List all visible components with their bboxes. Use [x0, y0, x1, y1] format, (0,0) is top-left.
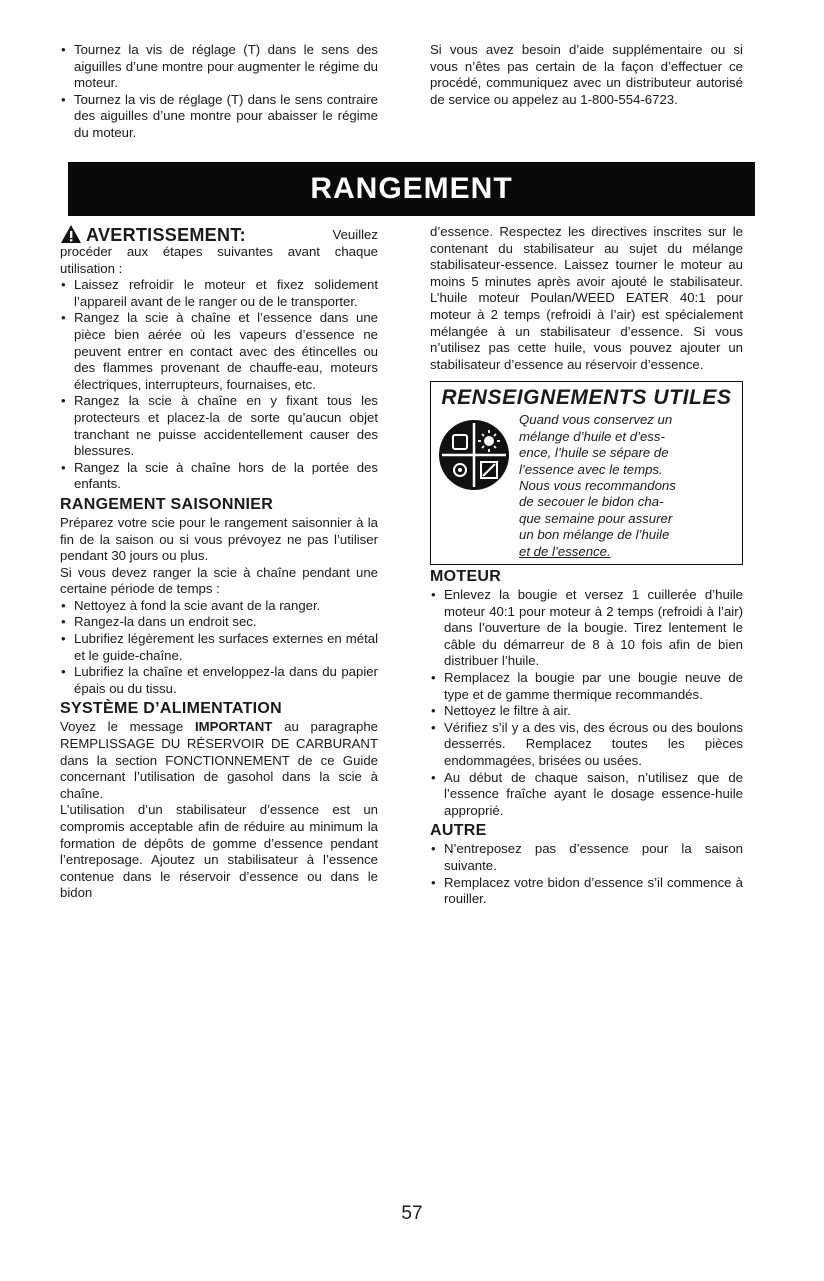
warning-title: AVERTISSEMENT:	[86, 225, 246, 246]
list-item: • Rangez la scie à chaîne et l’essence dans une pièce bien aérée où les vapeurs d’essence ne peuvent entrer en contact avec des étincelles ou des flammes provenant de chauffe-eau, moteurs électriques, interrupteurs, fournaises, etc.	[60, 310, 378, 393]
list-item: • Rangez la scie à chaîne en y fixant tous les protecteurs et placez-la de sorte qu’aucun objet tranchant ne puisse accidentellement causer des blessures.	[60, 393, 378, 459]
list-item: • Nettoyez le filtre à air.	[430, 703, 743, 720]
important-label: IMPORTANT	[194, 719, 273, 735]
list-item: • Tournez la vis de réglage (T) dans le sens contraire des aiguilles d’une montre pour abaisser le régime du moteur.	[60, 92, 378, 142]
useful-info-line: de secouer le bidon cha-	[519, 494, 664, 510]
warning-heading	[60, 224, 378, 244]
fuel-paragraph: L’utilisation d’un stabilisateur d’essence est un compromis acceptable afin de réduire au minimum la formation de dépôts de gomme d’essence pendant l’entreposage. Ajoutez un stabilisateur à l’essence contenue dans le réservoir d’essence ou dans le bidon	[60, 802, 378, 901]
useful-info-line: Quand vous conservez un	[519, 412, 673, 428]
top-right-column	[430, 42, 743, 108]
tips-symbol-icon	[437, 412, 519, 560]
right-column	[430, 224, 743, 908]
fuel-text: au paragraphe REMPLISSAGE DU RÉSERVOIR DE CARBURANT dans la section FONCTIONNEMENT de ce Guide concernant l’utilisation de gasohol dans la scie à chaîne.	[60, 719, 378, 801]
left-column	[60, 224, 378, 902]
list-item: • Remplacez votre bidon d’essence s’il commence à rouiller.	[430, 875, 743, 908]
fuel-paragraph-continued: d’essence. Respectez les directives inscrites sur le contenant du stabilisateur au sujet du mélange stabilisateur-essence. Laissez tourner le moteur au moins 5 minutes après avoir ajouté le stabilisateur. L’huile moteur Poulan/WEED EATER 40:1 pour moteur à 2 temps (refroidi à l’air) est spécialement mélangée à un stabilisateur d’essence. Si vous n’utilisez pas cette huile, vous pouvez ajouter un stabilisateur d’essence au réservoir d’essence.	[430, 224, 743, 372]
warning-intro-tail: Veuillez	[332, 227, 378, 243]
service-contact-paragraph: Si vous avez besoin d’aide supplémentaire ou si vous n’êtes pas certain de la façon d’effectuer ce procédé, communiquez avec un distributeur autorisé de service ou appelez au 1-800-554-6723.	[430, 42, 743, 107]
list-item: • Lubrifiez légèrement les surfaces externes en métal et le guide-chaîne.	[60, 631, 378, 664]
seasonal-paragraph: Si vous devez ranger la scie à chaîne pendant une certaine période de temps :	[60, 564, 378, 597]
seasonal-paragraph: Préparez votre scie pour le rangement saisonnier à la fin de la saison ou si vous prévoyez ne pas l’utiliser pendant 30 jours ou plus.	[60, 514, 378, 564]
useful-info-line: mélange d’huile et d’ess-	[519, 428, 665, 444]
list-item: • Vérifiez s’il y a des vis, des écrous ou des boulons desserrés. Remplacez toutes les pièces endommagées, brisées ou usées.	[430, 720, 743, 770]
useful-info-line: un bon mélange de l’huile	[519, 527, 670, 543]
list-item: • Rangez la scie à chaîne hors de la portée des enfants.	[60, 460, 378, 493]
list-item: • N’entreposez pas d’essence pour la saison suivante.	[430, 841, 743, 874]
list-item: • Au début de chaque saison, n’utilisez que de l’essence fraîche ayant le dosage essence-huile approprié.	[430, 770, 743, 820]
fuel-text: Voyez le message	[60, 719, 195, 735]
warning-triangle-icon	[60, 224, 82, 244]
useful-info-box	[430, 381, 743, 565]
warning-intro: procéder aux étapes suivantes avant chaque utilisation :	[60, 244, 378, 276]
useful-info-title: RENSEIGNEMENTS UTILES	[441, 386, 732, 410]
page-number: 57	[401, 1203, 423, 1224]
useful-info-line: l’essence avec le temps.	[519, 461, 663, 477]
engine-heading: MOTEUR	[430, 568, 502, 585]
fuel-paragraph	[60, 719, 378, 802]
fuel-heading: SYSTÈME D’ALIMENTATION	[60, 700, 283, 718]
list-item: • Laissez refroidir le moteur et fixez solidement l’appareil avant de le ranger ou de le transporter.	[60, 277, 378, 310]
list-item: • Enlevez la bougie et versez 1 cuillerée d’huile moteur 40:1 pour moteur à 2 temps (refroidi à l’air) dans l’ouverture de la bougie. Tirez lentement le câble du démarreur de 8 à 10 fois afin de bien distribuer l’huile.	[430, 587, 743, 670]
useful-info-line: Nous vous recommandons	[519, 477, 676, 493]
useful-info-line: et de l’essence.	[519, 543, 611, 559]
list-item: • Nettoyez à fond la scie avant de la ranger.	[60, 598, 378, 615]
list-item: • Rangez-la dans un endroit sec.	[60, 614, 378, 631]
section-banner: RANGEMENT	[68, 162, 755, 216]
list-item: • Tournez la vis de réglage (T) dans le sens des aiguilles d’une montre pour augmenter le régime du moteur.	[60, 42, 378, 92]
useful-info-line: que semaine pour assurer	[519, 510, 673, 526]
useful-info-line: ence, l’huile se sépare de	[519, 445, 669, 461]
top-left-column	[60, 42, 378, 142]
list-item: • Lubrifiez la chaîne et enveloppez-la dans du papier épais ou du tissu.	[60, 664, 378, 697]
seasonal-heading: RANGEMENT SAISONNIER	[60, 495, 274, 513]
useful-info-text	[519, 412, 736, 560]
other-heading: AUTRE	[430, 822, 487, 840]
list-item: • Remplacez la bougie par une bougie neuve de type et de gamme thermique recommandés.	[430, 670, 743, 703]
